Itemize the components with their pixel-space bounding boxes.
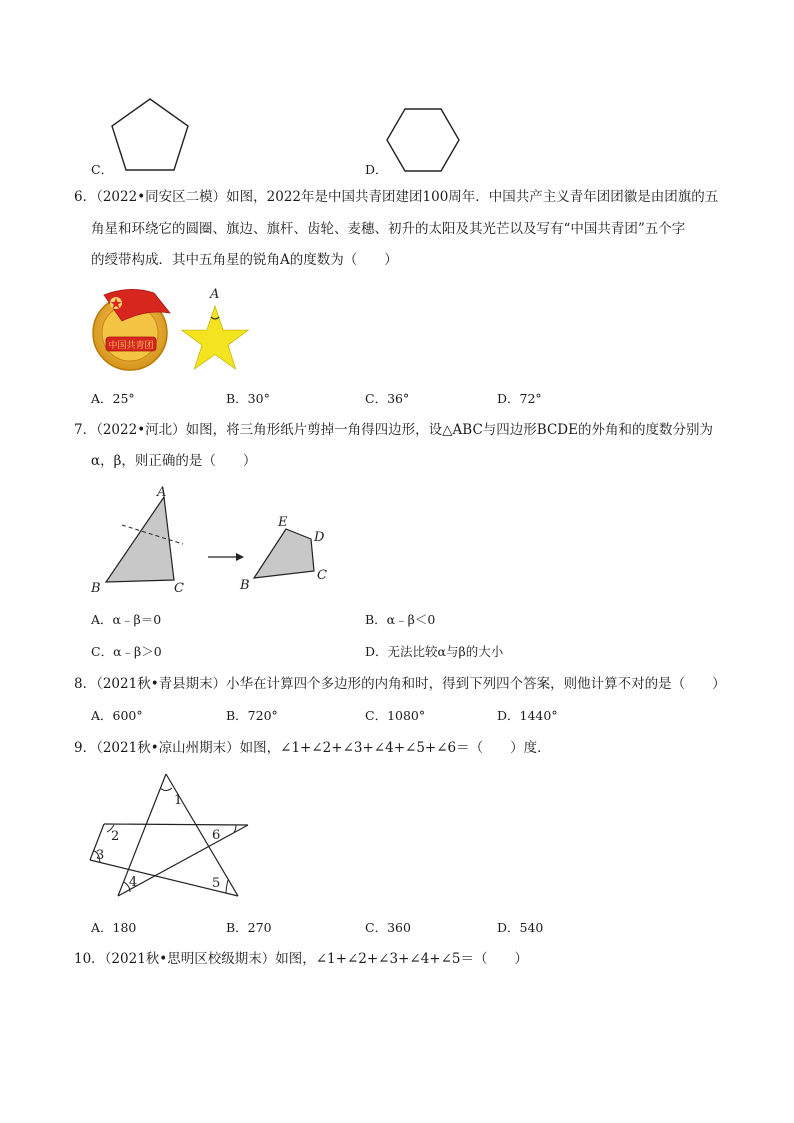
quadrilateral-bcde-figure — [236, 512, 334, 596]
angle-label-1: 1 — [174, 793, 183, 808]
q7-option-a[interactable]: A．α﹣β＝0 — [91, 612, 162, 627]
q7-option-d[interactable]: D．无法比较α与β的大小 — [365, 644, 504, 659]
q9-option-d[interactable]: D．540 — [497, 920, 544, 935]
q10-text-line1: 10．（2021秋•思明区校级期末）如图，∠1+∠2+∠3+∠4+∠5＝（ ） — [74, 951, 528, 967]
pentagon-figure — [108, 96, 192, 172]
q6-text-line1: 6．（2022•同安区二模）如图，2022年是中国共青团建团100周年．中国共产主义青年团团徽是由团旗的五 — [74, 189, 719, 205]
emblem-ribbon-text: 中国共青团 — [108, 341, 154, 351]
quad-label-e: E — [278, 515, 288, 530]
star-label-a: A — [210, 287, 220, 302]
q8-option-d[interactable]: D．1440° — [497, 708, 558, 723]
quad-label-c: C — [317, 568, 327, 583]
q6-text-line2: 角星和环绕它的圆圈、旗边、旗杆、齿轮、麦穗、初升的太阳及其光芒以及写有“中国共青团”五个字 — [91, 221, 686, 237]
angle-label-3: 3 — [96, 848, 105, 863]
q8-option-c[interactable]: C．1080° — [365, 708, 426, 723]
q6-option-c[interactable]: C．36° — [365, 391, 410, 406]
triangle-abc-figure — [88, 484, 193, 596]
q6-option-d[interactable]: D．72° — [497, 391, 542, 406]
angle-label-4: 4 — [129, 875, 138, 890]
quad-label-d: D — [314, 530, 325, 545]
youth-league-emblem — [90, 283, 180, 377]
quad-label-b: B — [240, 578, 250, 593]
q8-option-b[interactable]: B．720° — [226, 708, 278, 723]
q5-option-c-label: C． — [91, 162, 114, 177]
hexagon-figure — [385, 106, 463, 174]
q7-text-line1: 7．（2022•河北）如图，将三角形纸片剪掉一角得四边形，设△ABC与四边形BCDE的外角和的度数分别为 — [74, 422, 713, 438]
q7-option-c[interactable]: C．α﹣β＞0 — [91, 644, 162, 659]
q6-option-b[interactable]: B．30° — [226, 391, 270, 406]
q9-option-c[interactable]: C．360 — [365, 920, 411, 935]
angle-label-2: 2 — [111, 829, 120, 844]
q9-option-a[interactable]: A．180 — [91, 920, 137, 935]
q7-text-line2: α，β，则正确的是（ ） — [91, 453, 257, 469]
q8-text-line1: 8．（2021秋•青县期末）小华在计算四个多边形的内角和时，得到下列四个答案，则他计算不对的是（ ） — [74, 676, 726, 692]
q9-option-b[interactable]: B．270 — [226, 920, 272, 935]
q6-option-a[interactable]: A．25° — [91, 391, 135, 406]
angle-label-6: 6 — [212, 828, 221, 843]
angle-label-5: 5 — [212, 876, 221, 891]
q9-text-line1: 9．（2021秋•凉山州期末）如图，∠1+∠2+∠3+∠4+∠5+∠6＝（ ）度． — [74, 740, 551, 756]
q7-option-b[interactable]: B．α﹣β＜0 — [365, 612, 436, 627]
five-point-star-figure — [180, 284, 252, 370]
tri-label-c: C — [174, 581, 184, 596]
q8-option-a[interactable]: A．600° — [91, 708, 143, 723]
tri-label-a: A — [157, 485, 167, 500]
q6-text-line3: 的绶带构成．其中五角星的锐角A的度数为（ ） — [91, 252, 398, 268]
six-angle-star-figure — [86, 772, 252, 902]
q5-option-d-label: D． — [365, 162, 388, 177]
tri-label-b: B — [91, 581, 101, 596]
